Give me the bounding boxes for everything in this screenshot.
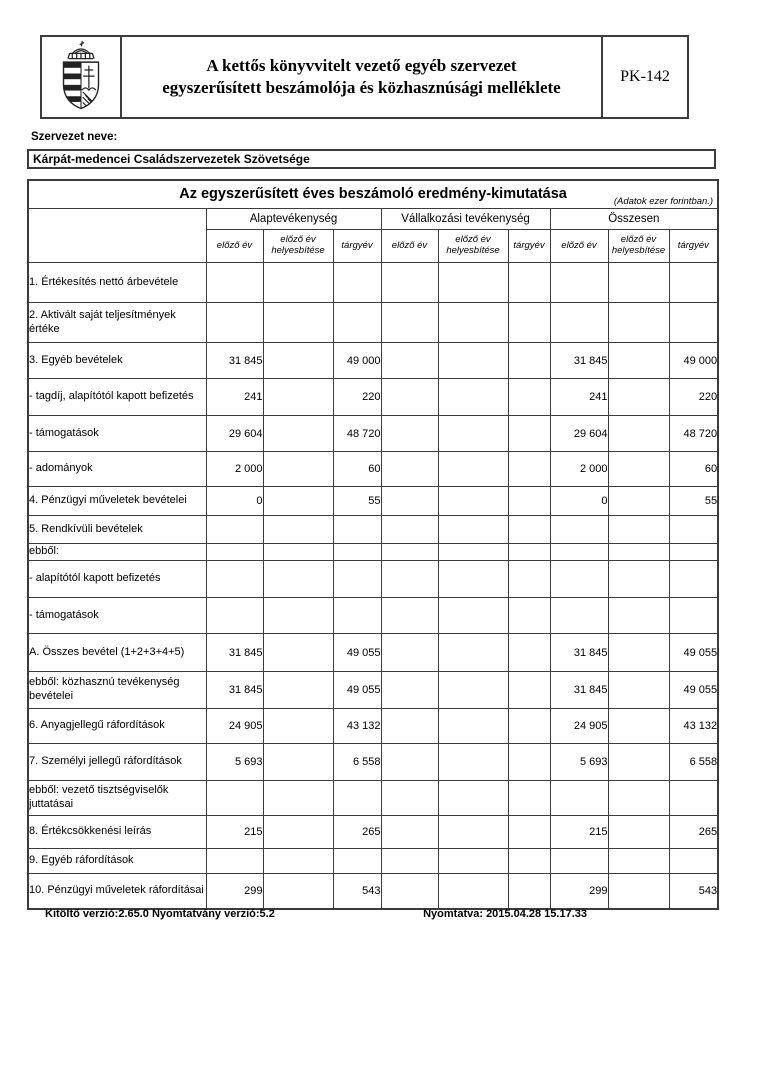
value-cell	[438, 343, 508, 379]
column-group-row	[28, 209, 718, 230]
value-cell	[608, 452, 669, 487]
value-cell	[508, 516, 550, 544]
col-group-osszesen: Összesen	[550, 209, 718, 230]
subcol-header-g1-c1: előző év helyesbítése	[438, 230, 508, 263]
table-row	[28, 452, 718, 487]
value-cell	[381, 416, 438, 452]
value-cell: 220	[669, 379, 718, 416]
subcol-header-g1-c2: tárgyév	[508, 230, 550, 263]
unit-note: (Adatok ezer forintban.)	[613, 196, 714, 207]
value-cell	[381, 598, 438, 634]
table-row	[28, 672, 718, 709]
value-cell	[608, 744, 669, 781]
value-cell: 220	[333, 379, 381, 416]
value-cell: 0	[550, 487, 608, 516]
value-cell	[508, 303, 550, 343]
table-title-row	[28, 180, 718, 209]
value-cell	[263, 781, 333, 816]
value-cell	[508, 709, 550, 744]
filler-version-text: Kitöltő verzió:2.65.0 Nyomtatvány verzió:5.2	[45, 908, 275, 920]
value-cell	[263, 672, 333, 709]
value-cell	[438, 516, 508, 544]
value-cell	[263, 634, 333, 672]
value-cell	[608, 263, 669, 303]
row-label: 2. Aktivált saját teljesítmények értéke	[28, 303, 206, 343]
org-name-label: Szervezet neve:	[31, 131, 118, 143]
income-statement-table	[27, 179, 719, 910]
value-cell: 55	[333, 487, 381, 516]
value-cell: 299	[206, 874, 263, 909]
col-group-alaptevekenyseg: Alaptevékenység	[206, 209, 381, 230]
value-cell	[381, 561, 438, 598]
value-cell	[669, 598, 718, 634]
value-cell: 24 905	[550, 709, 608, 744]
value-cell	[333, 849, 381, 874]
row-label: 7. Személyi jellegű ráfordítások	[28, 744, 206, 781]
page-footer	[27, 908, 717, 920]
value-cell	[206, 516, 263, 544]
row-label: - tagdíj, alapítótól kapott befizetés	[28, 379, 206, 416]
value-cell	[381, 849, 438, 874]
value-cell	[206, 598, 263, 634]
value-cell	[508, 781, 550, 816]
value-cell	[438, 744, 508, 781]
value-cell: 265	[669, 816, 718, 849]
value-cell	[438, 634, 508, 672]
value-cell	[206, 781, 263, 816]
value-cell	[381, 874, 438, 909]
table-row	[28, 487, 718, 516]
value-cell	[381, 544, 438, 561]
value-cell	[438, 416, 508, 452]
value-cell	[381, 487, 438, 516]
value-cell	[608, 598, 669, 634]
value-cell	[608, 709, 669, 744]
value-cell	[333, 781, 381, 816]
value-cell	[438, 263, 508, 303]
row-label: 6. Anyagjellegű ráfordítások	[28, 709, 206, 744]
value-cell	[438, 303, 508, 343]
value-cell	[333, 598, 381, 634]
value-cell	[333, 263, 381, 303]
table-row	[28, 561, 718, 598]
subcol-header-g1-c0: előző év	[381, 230, 438, 263]
value-cell	[669, 781, 718, 816]
value-cell	[608, 634, 669, 672]
row-label: ebből: vezető tisztségviselők juttatásai	[28, 781, 206, 816]
table-title: Az egyszerűsített éves beszámoló eredmény-kimutatása	[179, 186, 567, 202]
value-cell: 5 693	[550, 744, 608, 781]
row-label: - támogatások	[28, 416, 206, 452]
row-label: 10. Pénzügyi műveletek ráfordításai	[28, 874, 206, 909]
value-cell	[608, 516, 669, 544]
value-cell: 60	[333, 452, 381, 487]
value-cell	[263, 816, 333, 849]
value-cell	[438, 709, 508, 744]
value-cell	[608, 487, 669, 516]
value-cell	[550, 598, 608, 634]
value-cell	[263, 561, 333, 598]
row-label-header-cell	[28, 209, 206, 263]
value-cell	[608, 849, 669, 874]
value-cell	[438, 561, 508, 598]
table-row	[28, 598, 718, 634]
subcol-header-g2-c1: előző év helyesbítése	[608, 230, 669, 263]
value-cell	[608, 672, 669, 709]
value-cell	[381, 816, 438, 849]
value-cell	[438, 849, 508, 874]
value-cell	[608, 343, 669, 379]
subcol-header-g0-c1: előző év helyesbítése	[263, 230, 333, 263]
value-cell	[381, 263, 438, 303]
subcol-header-g0-c0: előző év	[206, 230, 263, 263]
value-cell: 265	[333, 816, 381, 849]
value-cell	[438, 816, 508, 849]
value-cell: 2 000	[206, 452, 263, 487]
value-cell: 49 055	[333, 672, 381, 709]
value-cell: 31 845	[550, 343, 608, 379]
value-cell	[263, 416, 333, 452]
value-cell	[550, 303, 608, 343]
value-cell: 31 845	[550, 634, 608, 672]
value-cell: 543	[333, 874, 381, 909]
value-cell	[263, 709, 333, 744]
row-label: 1. Értékesítés nettó árbevétele	[28, 263, 206, 303]
row-label: 9. Egyéb ráfordítások	[28, 849, 206, 874]
value-cell	[508, 343, 550, 379]
value-cell: 31 845	[206, 634, 263, 672]
value-cell	[381, 452, 438, 487]
value-cell	[263, 343, 333, 379]
value-cell	[381, 516, 438, 544]
row-label: - támogatások	[28, 598, 206, 634]
row-label: 4. Pénzügyi műveletek bevételei	[28, 487, 206, 516]
value-cell: 215	[550, 816, 608, 849]
value-cell	[206, 303, 263, 343]
value-cell	[381, 709, 438, 744]
row-label: 8. Értékcsökkenési leírás	[28, 816, 206, 849]
value-cell: 29 604	[550, 416, 608, 452]
subcol-header-g2-c0: előző év	[550, 230, 608, 263]
value-cell: 5 693	[206, 744, 263, 781]
table-row	[28, 516, 718, 544]
hungarian-coat-of-arms-icon	[42, 37, 122, 117]
table-row	[28, 816, 718, 849]
value-cell: 241	[550, 379, 608, 416]
value-cell	[669, 544, 718, 561]
value-cell	[333, 516, 381, 544]
value-cell	[508, 544, 550, 561]
value-cell	[608, 416, 669, 452]
form-title-line2: egyszerűsített beszámolója és közhasznúsági melléklete	[162, 78, 561, 97]
value-cell: 299	[550, 874, 608, 909]
value-cell	[550, 516, 608, 544]
value-cell	[263, 849, 333, 874]
printed-timestamp: Nyomtatva: 2015.04.28 15.17.33	[423, 908, 587, 920]
value-cell	[263, 263, 333, 303]
org-name-field: Kárpát-medencei Családszervezetek Szövetsége	[27, 149, 716, 169]
value-cell	[669, 849, 718, 874]
value-cell: 60	[669, 452, 718, 487]
value-cell	[508, 452, 550, 487]
value-cell	[608, 544, 669, 561]
value-cell	[381, 634, 438, 672]
value-cell	[333, 544, 381, 561]
value-cell	[263, 487, 333, 516]
value-cell: 215	[206, 816, 263, 849]
value-cell	[438, 874, 508, 909]
table-row	[28, 874, 718, 909]
value-cell: 31 845	[206, 672, 263, 709]
row-label: - adományok	[28, 452, 206, 487]
form-title-line1: A kettős könyvvitelt vezető egyéb szervezet	[206, 55, 517, 75]
row-label: ebből: közhasznú tevékenység bevételei	[28, 672, 206, 709]
value-cell	[508, 874, 550, 909]
value-cell	[508, 561, 550, 598]
value-cell: 241	[206, 379, 263, 416]
value-cell: 31 845	[550, 672, 608, 709]
value-cell: 48 720	[669, 416, 718, 452]
row-label: A. Összes bevétel (1+2+3+4+5)	[28, 634, 206, 672]
value-cell	[206, 561, 263, 598]
value-cell	[608, 781, 669, 816]
value-cell: 6 558	[669, 744, 718, 781]
subcol-header-g0-c2: tárgyév	[333, 230, 381, 263]
value-cell: 49 055	[669, 672, 718, 709]
value-cell: 2 000	[550, 452, 608, 487]
value-cell: 43 132	[333, 709, 381, 744]
value-cell	[263, 303, 333, 343]
value-cell	[669, 263, 718, 303]
value-cell: 0	[206, 487, 263, 516]
table-row	[28, 263, 718, 303]
value-cell	[263, 544, 333, 561]
table-row	[28, 849, 718, 874]
table-row	[28, 416, 718, 452]
value-cell	[608, 874, 669, 909]
value-cell	[508, 598, 550, 634]
table-row	[28, 544, 718, 561]
value-cell	[550, 263, 608, 303]
value-cell	[381, 672, 438, 709]
value-cell	[508, 634, 550, 672]
value-cell	[508, 487, 550, 516]
value-cell	[508, 263, 550, 303]
value-cell	[508, 744, 550, 781]
table-row	[28, 343, 718, 379]
value-cell	[263, 452, 333, 487]
row-label: ebből:	[28, 544, 206, 561]
value-cell: 31 845	[206, 343, 263, 379]
value-cell	[263, 598, 333, 634]
value-cell	[669, 516, 718, 544]
value-cell	[438, 544, 508, 561]
value-cell	[263, 874, 333, 909]
value-cell: 24 905	[206, 709, 263, 744]
value-cell	[508, 816, 550, 849]
value-cell	[381, 744, 438, 781]
value-cell	[381, 379, 438, 416]
value-cell	[550, 781, 608, 816]
value-cell	[438, 672, 508, 709]
value-cell	[669, 303, 718, 343]
form-header	[40, 35, 689, 119]
value-cell	[381, 781, 438, 816]
value-cell: 43 132	[669, 709, 718, 744]
value-cell	[333, 303, 381, 343]
table-row	[28, 781, 718, 816]
table-row	[28, 379, 718, 416]
form-title	[122, 37, 601, 117]
value-cell	[206, 263, 263, 303]
form-code-badge: PK-142	[601, 37, 687, 117]
value-cell	[263, 516, 333, 544]
value-cell	[333, 561, 381, 598]
value-cell	[669, 561, 718, 598]
value-cell	[438, 781, 508, 816]
value-cell	[550, 561, 608, 598]
value-cell	[438, 452, 508, 487]
value-cell	[508, 672, 550, 709]
value-cell: 49 000	[669, 343, 718, 379]
value-cell	[508, 849, 550, 874]
value-cell: 543	[669, 874, 718, 909]
value-cell	[263, 379, 333, 416]
value-cell	[206, 544, 263, 561]
value-cell	[608, 561, 669, 598]
table-row	[28, 303, 718, 343]
col-group-vallalkozasi-tevekenyseg: Vállalkozási tevékenység	[381, 209, 550, 230]
value-cell	[608, 303, 669, 343]
row-label: 5. Rendkívüli bevételek	[28, 516, 206, 544]
value-cell: 49 055	[333, 634, 381, 672]
value-cell: 48 720	[333, 416, 381, 452]
value-cell: 29 604	[206, 416, 263, 452]
value-cell	[381, 303, 438, 343]
value-cell: 49 000	[333, 343, 381, 379]
value-cell	[508, 416, 550, 452]
value-cell	[608, 816, 669, 849]
table-row	[28, 634, 718, 672]
table-row	[28, 744, 718, 781]
value-cell: 49 055	[669, 634, 718, 672]
subcol-header-g2-c2: tárgyév	[669, 230, 718, 263]
value-cell	[608, 379, 669, 416]
value-cell	[206, 849, 263, 874]
value-cell	[263, 744, 333, 781]
table-row	[28, 709, 718, 744]
value-cell	[438, 487, 508, 516]
value-cell: 55	[669, 487, 718, 516]
value-cell	[438, 598, 508, 634]
value-cell: 6 558	[333, 744, 381, 781]
value-cell	[381, 343, 438, 379]
value-cell	[550, 849, 608, 874]
row-label: - alapítótól kapott befizetés	[28, 561, 206, 598]
row-label: 3. Egyéb bevételek	[28, 343, 206, 379]
value-cell	[550, 544, 608, 561]
value-cell	[438, 379, 508, 416]
value-cell	[508, 379, 550, 416]
